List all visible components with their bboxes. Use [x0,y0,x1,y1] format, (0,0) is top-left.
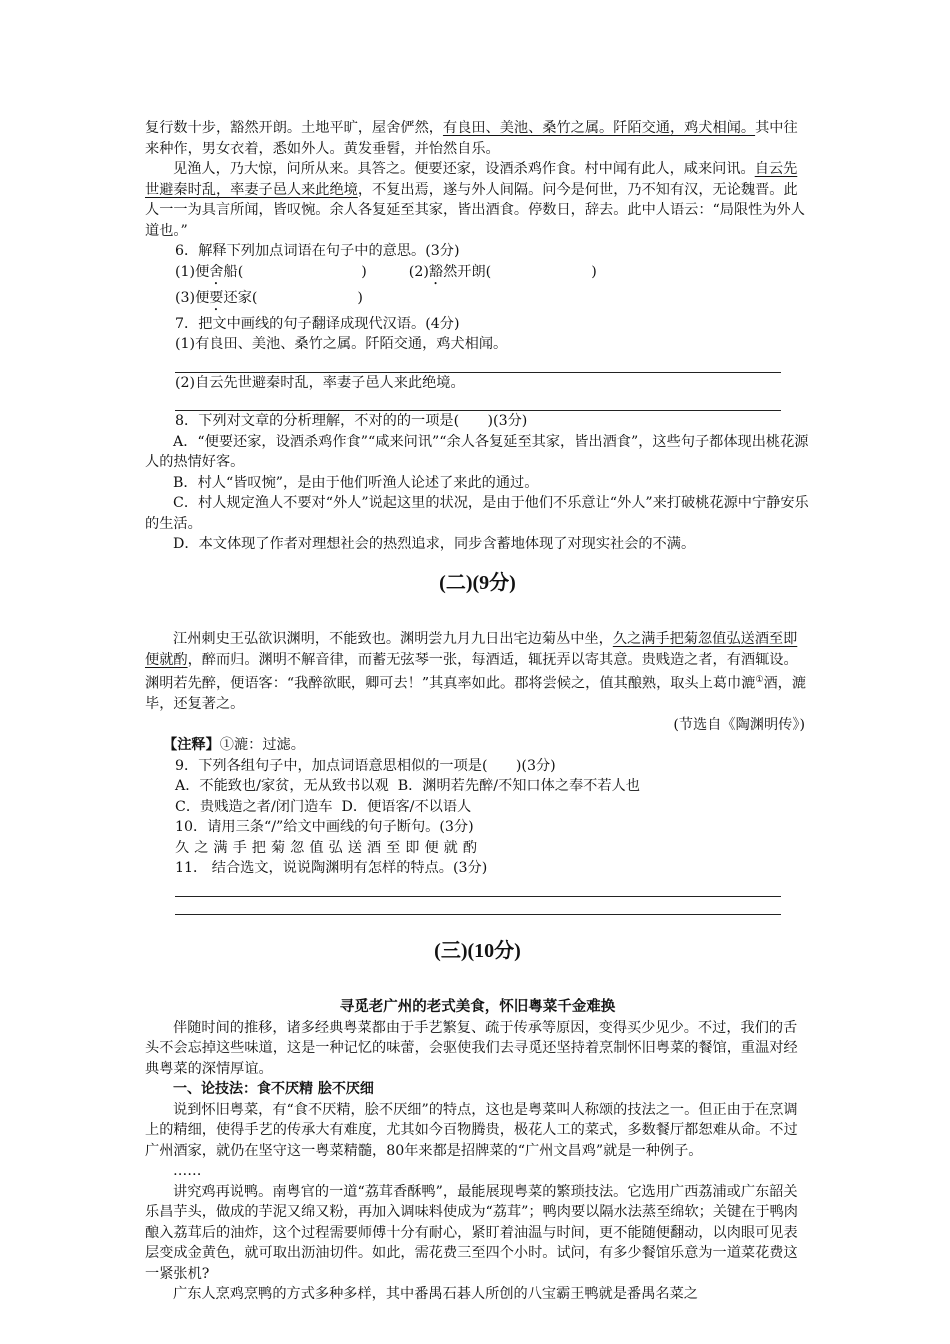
article-subheading: 一、论技法：食不厌精 脍不厌细 [173,1081,374,1098]
question-10: 10．请用三条“/”给文中画线的句子断句。(3分) [175,819,474,836]
question-9: 9．下列各组句子中，加点词语意思相似的一项是( )(3分) [175,757,556,774]
source-citation: (节选自《陶渊明传》) [673,716,805,733]
question-6-item-3: (3)便要还家( ) [175,289,363,306]
question-9-options-ab [145,776,810,797]
option-c[interactable]: C．贵贱造之者/闭门造车 [175,798,333,815]
document-page [145,118,810,1305]
article-paragraph-1: 伴随时间的推移，诸多经典粤菜都由于手艺繁复、疏于传承等原因，变得买少见少。不过，我们的舌头不会忘掉这些味道，这是一种记忆的味蕾，会驱使我们去寻觅还坚持着烹制怀旧粤菜的餐馆，重温对经典粤菜的深情厚谊。 [145,1019,798,1077]
question-6-items-1-2: (1)便舍船( ) (2)豁然开朗( ) [175,263,597,280]
article-title: 寻觅老广州的老式美食，怀旧粤菜千金难换 [339,999,616,1016]
underlined-sentence-3: 久之满手把菊忽值弘送酒至即便就酌 [145,631,798,668]
answer-line[interactable] [175,393,781,411]
ellipsis: …… [173,1163,202,1180]
question-11: 11． 结合选文，说说陶渊明有怎样的特点。(3分) [175,860,488,877]
dotted-word: 舍 [209,263,224,280]
passage-paragraph-3: 江州刺史王弘欲识渊明，不能致也。渊明尝九月九日出宅边菊丛中坐，久之满手把菊忽值弘送酒至即便就酌，醉而归。渊明不解音律，而蓄无弦琴一张，每酒适，辄抚弄以寄其意。贵贱造之者，有酒辄设。渊明若先醉，便语客：“我醉欲眠，卿可去！”其真率如此。郡将尝候之，值其酿熟，取头上葛巾漉①酒，漉毕，还复著之。 [145,631,807,713]
question-10-text: 久之满手把菊忽值弘送酒至即便就酌 [175,839,483,856]
option-d[interactable]: D．本文体现了作者对理想社会的热烈追求，同步含蓄地体现了对现实社会的不满。 [173,536,696,552]
dotted-word: 豁 [428,263,444,280]
answer-line[interactable] [175,879,781,897]
answer-line[interactable] [175,355,781,373]
underlined-sentence-2: 自云先世避秦时乱，率妻子邑人来此绝境 [145,161,798,198]
question-9-options-cd [145,797,810,818]
option-a[interactable]: A．不能致也/家贫，无从致书以观 [175,778,389,795]
option-c[interactable]: C．村人规定渔人不要对“外人”说起这里的状况，是由于他们不乐意让“外人”来打破桃花源中宁静安乐的生活。 [145,495,809,532]
dotted-word: 要 [209,289,224,306]
article-paragraph-2: 说到怀旧粤菜，有“食不厌精，脍不厌细”的特点，这也是粤菜叫人称颂的技法之一。但正由于在烹调上的精细，使得手艺的传承大有难度，尤其如今百物腾贵，极花人工的菜式，多数餐厅都恕难从命。不过广州酒家，就仍在坚守这一粤菜精髓，80年来都是招牌菜的“广州文昌鸡”就是一种例子。 [145,1101,798,1159]
article-paragraph-4: 广东人烹鸡烹鸭的方式多种多样，其中番禺石碁人所创的八宝霸王鸭就是番禺名菜之 [173,1286,698,1303]
annotation: 【注释】①漉：过滤。 [163,737,305,754]
passage-paragraph-2: 见渔人，乃大惊，问所从来。具答之。便要还家，设酒杀鸡作食。村中闻有此人，咸来问讯。自云先世避秦时乱，率妻子邑人来此绝境，不复出焉，遂与外人间隔。问今是何世，乃不知有汉，无论魏晋。此人一一为具言所闻，皆叹惋。余人各复延至其家，皆出酒食。停数日，辞去。此中人语云：“局限性为外人道也。” [145,161,805,239]
option-b[interactable]: B．村人“皆叹惋”，是由于他们听渔人论述了来此的通过。 [173,474,539,491]
article-paragraph-3: 讲究鸡再说鸭。南粤官的一道“荔茸香酥鸭”，最能展现粤菜的繁琐技法。它选用广西荔浦或广东韶关乐昌芋头，做成的芋泥又绵又粉，再加入调味料使成为“荔茸”；鸭肉要以隔水法蒸至绵软；关键在于鸭肉酿入荔茸后的油炸，这个过程需要师傅十分有耐心，紧盯着油温与时间，更不能随便翻动，以肉眼可见表层变成金黄色，就可取出沥油切件。如此，需花费三至四个小时。试问，有多少餐馆乐意为一道菜花费这一紧张机? [145,1183,798,1282]
question-6: 6．解释下列加点词语在句子中的意思。(3分) [175,243,460,259]
answer-line[interactable] [175,897,781,915]
question-7-item-1: (1)有良田、美池、桑竹之属。阡陌交通，鸡犬相闻。 [175,336,508,352]
section-heading-2: (二)(9分) [439,571,516,594]
question-7: 7．把文中画线的句子翻译成现代汉语。(4分) [175,315,460,332]
passage-paragraph-1: 复行数十步，豁然开朗。土地平旷，屋舍俨然，有良田、美池、桑竹之属。阡陌交通，鸡犬相闻。其中往来种作，男女衣着，悉如外人。黄发垂髫，并怡然自乐。 [145,120,798,157]
option-d[interactable]: D．便语客/不以语人 [341,798,472,815]
question-7-item-2: (2)自云先世避秦时乱，率妻子邑人来此绝境。 [175,374,465,391]
section-heading-3: (三)(10分) [434,939,521,962]
option-b[interactable]: B．渊明若先醉/不知口体之奉不若人也 [397,778,640,795]
underlined-sentence-1: 有良田、美池、桑竹之属。阡陌交通，鸡犬相闻。 [442,120,756,136]
question-8: 8．下列对文章的分析理解，不对的的一项是( )(3分) [175,413,528,429]
option-a[interactable]: A．“便要还家，设酒杀鸡作食”“咸来问讯”“余人各复延至其家，皆出酒食”，这些句子都体现出桃花源人的热情好客。 [145,433,809,470]
